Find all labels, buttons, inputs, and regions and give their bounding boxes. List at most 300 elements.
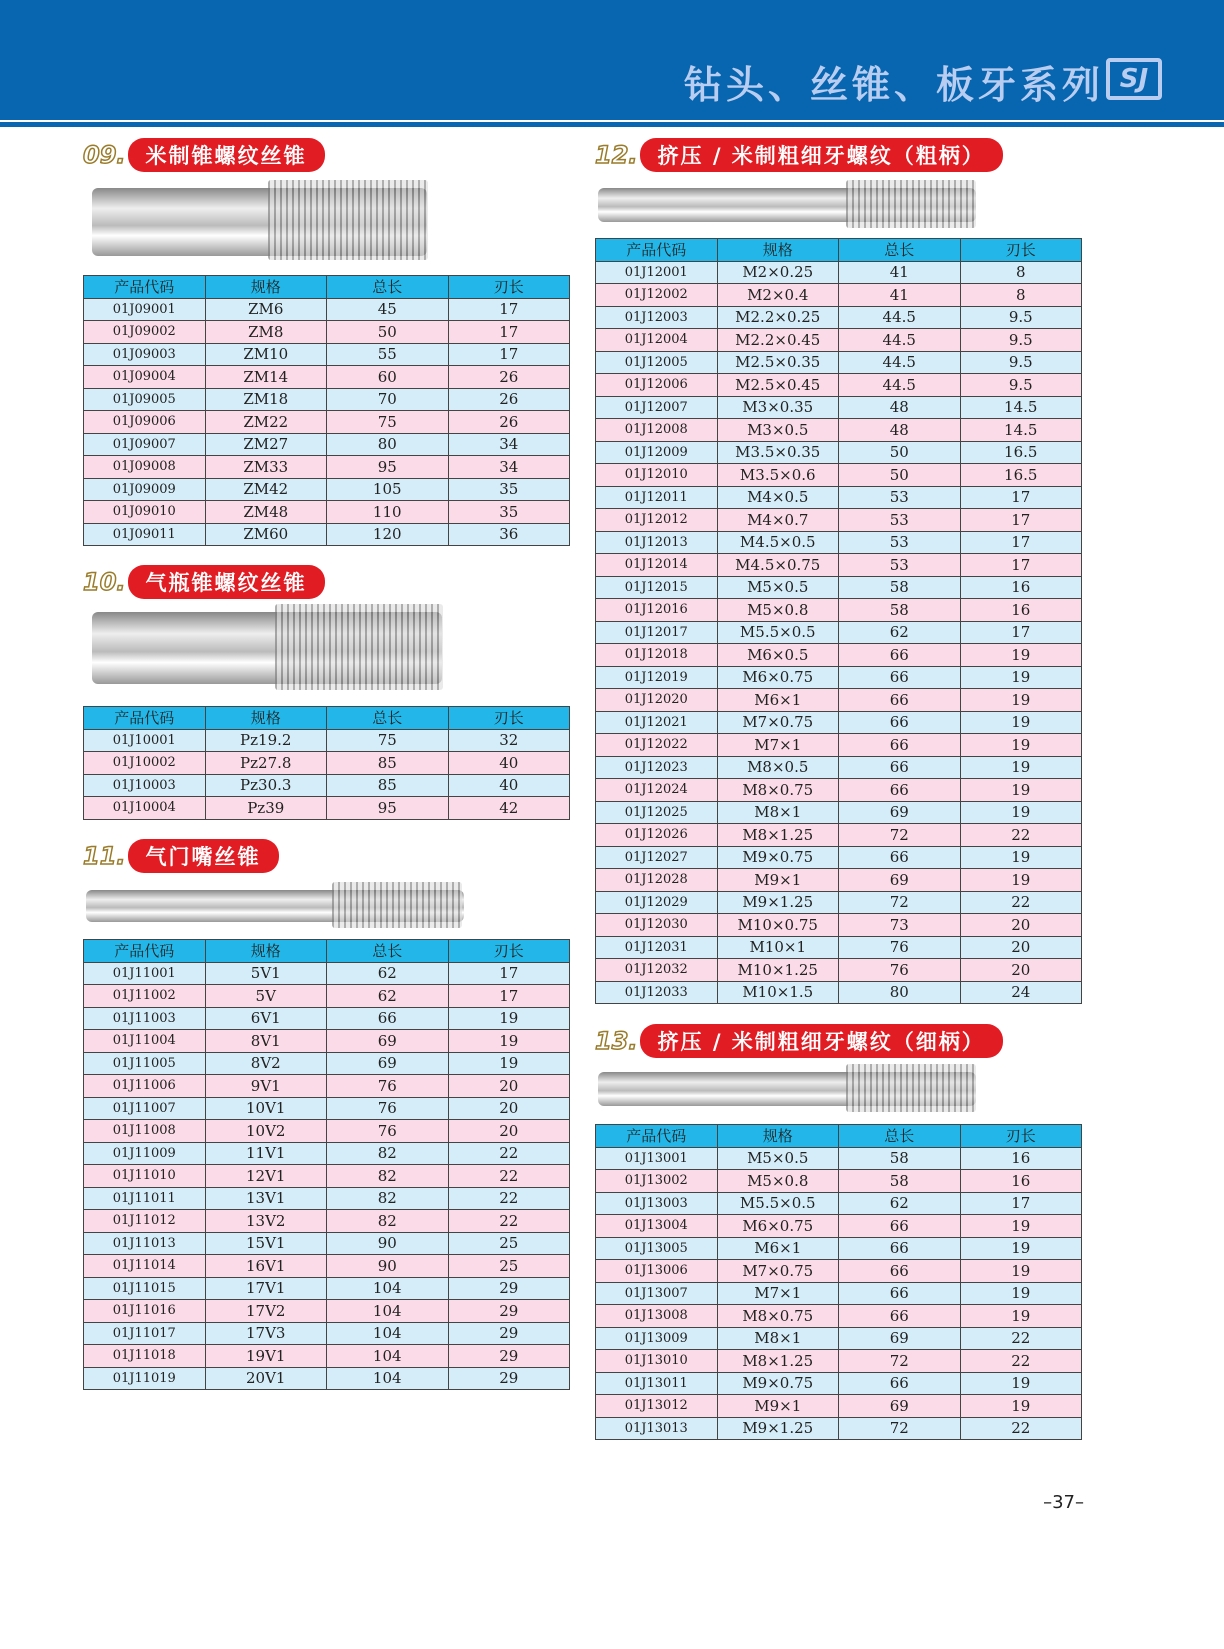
table-cell: 26 xyxy=(448,366,570,389)
table-cell: ZM22 xyxy=(205,411,327,434)
column-header: 刃长 xyxy=(960,1125,1082,1148)
table-cell: 01J13009 xyxy=(596,1327,718,1350)
section-number: 12. xyxy=(595,141,638,169)
table-row xyxy=(84,1345,570,1368)
table-row xyxy=(84,1052,570,1075)
table-cell: 19 xyxy=(448,1030,570,1053)
section-number: 13. xyxy=(595,1027,638,1055)
table-cell: 82 xyxy=(327,1165,449,1188)
table-cell: 82 xyxy=(327,1142,449,1165)
table-cell: M7×1 xyxy=(717,1282,839,1305)
table-cell: 80 xyxy=(839,981,961,1004)
table-cell: 17 xyxy=(960,486,1082,509)
table-row xyxy=(84,1097,570,1120)
table-cell: 01J13011 xyxy=(596,1372,718,1395)
table-row xyxy=(84,523,570,546)
table-row xyxy=(596,576,1082,599)
table-cell: 55 xyxy=(327,343,449,366)
table-cell: 16 xyxy=(960,576,1082,599)
table-cell: 20 xyxy=(448,1097,570,1120)
table-cell: 01J12027 xyxy=(596,846,718,869)
table-cell: 01J13008 xyxy=(596,1305,718,1328)
table-row xyxy=(84,1300,570,1323)
table-row xyxy=(596,779,1082,802)
table-cell: 01J12022 xyxy=(596,734,718,757)
table-header-row xyxy=(84,940,570,963)
column-header: 总长 xyxy=(327,707,449,730)
table-cell: 01J13010 xyxy=(596,1350,718,1373)
table-cell: 58 xyxy=(839,1147,961,1170)
table-cell: 01J12021 xyxy=(596,711,718,734)
table-cell: 01J12012 xyxy=(596,509,718,532)
table-cell: 72 xyxy=(839,891,961,914)
page-number: –37– xyxy=(1043,1492,1084,1513)
column-header: 规格 xyxy=(717,1125,839,1148)
table-cell: 76 xyxy=(327,1120,449,1143)
table-row xyxy=(596,464,1082,487)
table-cell: 120 xyxy=(327,523,449,546)
table-cell: 01J12031 xyxy=(596,936,718,959)
table-cell: 01J09008 xyxy=(84,456,206,479)
table-cell: M7×0.75 xyxy=(717,711,839,734)
table-cell: 60 xyxy=(327,366,449,389)
table-cell: 80 xyxy=(327,433,449,456)
table-cell: 9.5 xyxy=(960,351,1082,374)
table-cell: 19 xyxy=(960,1395,1082,1418)
table-cell: 66 xyxy=(327,1007,449,1030)
table-cell: 01J12005 xyxy=(596,351,718,374)
table-cell: 104 xyxy=(327,1367,449,1390)
table-row xyxy=(596,261,1082,284)
table-cell: 01J13007 xyxy=(596,1282,718,1305)
table-row xyxy=(596,689,1082,712)
table-cell: 25 xyxy=(448,1255,570,1278)
table-cell: 66 xyxy=(839,711,961,734)
table-row xyxy=(596,1372,1082,1395)
table-cell: M5×0.8 xyxy=(717,1170,839,1193)
table-cell: 01J09011 xyxy=(84,523,206,546)
table-row xyxy=(596,1215,1082,1238)
section-12-heading xyxy=(595,140,1003,170)
table-cell: M6×0.75 xyxy=(717,666,839,689)
table-cell: 66 xyxy=(839,734,961,757)
table-cell: ZM33 xyxy=(205,456,327,479)
table-cell: 22 xyxy=(448,1142,570,1165)
table-cell: M6×1 xyxy=(717,689,839,712)
column-header: 产品代码 xyxy=(84,940,206,963)
table-cell: 01J13003 xyxy=(596,1192,718,1215)
table-cell: 44.5 xyxy=(839,351,961,374)
table-row xyxy=(596,486,1082,509)
table-cell: M6×0.5 xyxy=(717,644,839,667)
table-cell: 82 xyxy=(327,1210,449,1233)
table-cell: ZM10 xyxy=(205,343,327,366)
table-cell: 20 xyxy=(960,936,1082,959)
section-title: 气门嘴丝锥 xyxy=(128,839,279,873)
table-cell: 26 xyxy=(448,388,570,411)
table-cell: 11V1 xyxy=(205,1142,327,1165)
table-row xyxy=(84,985,570,1008)
table-row xyxy=(596,509,1082,532)
table-cell: M8×0.75 xyxy=(717,779,839,802)
column-header: 总长 xyxy=(839,239,961,262)
table-cell: 13V1 xyxy=(205,1187,327,1210)
table-cell: 01J12004 xyxy=(596,329,718,352)
table-cell: ZM14 xyxy=(205,366,327,389)
table-cell: 104 xyxy=(327,1345,449,1368)
table-cell: 01J09004 xyxy=(84,366,206,389)
table-row xyxy=(596,374,1082,397)
table-cell: ZM42 xyxy=(205,478,327,501)
table-cell: 20 xyxy=(960,959,1082,982)
table-row xyxy=(84,433,570,456)
table-cell: M9×1.25 xyxy=(717,1417,839,1440)
table-cell: 01J12019 xyxy=(596,666,718,689)
table-cell: 19 xyxy=(960,689,1082,712)
section-title: 米制锥螺纹丝锥 xyxy=(128,138,325,172)
section-13-heading xyxy=(595,1026,1003,1056)
table-cell: Pz30.3 xyxy=(205,774,327,797)
table-row xyxy=(596,936,1082,959)
table-cell: 66 xyxy=(839,1260,961,1283)
column-header: 产品代码 xyxy=(84,707,206,730)
table-cell: M4×0.7 xyxy=(717,509,839,532)
spec-table-11 xyxy=(83,939,570,1390)
table-cell: 01J11011 xyxy=(84,1187,206,1210)
table-cell: 76 xyxy=(839,936,961,959)
table-cell: 66 xyxy=(839,1237,961,1260)
column-header: 总长 xyxy=(327,276,449,299)
column-header: 产品代码 xyxy=(596,1125,718,1148)
table-cell: 29 xyxy=(448,1322,570,1345)
table-row xyxy=(84,1142,570,1165)
table-cell: 01J12025 xyxy=(596,801,718,824)
table-cell: M3×0.35 xyxy=(717,396,839,419)
table-cell: 19 xyxy=(960,756,1082,779)
table-cell: 12V1 xyxy=(205,1165,327,1188)
table-cell: 20V1 xyxy=(205,1367,327,1390)
table-cell: 01J11010 xyxy=(84,1165,206,1188)
table-row xyxy=(84,752,570,775)
column-header: 产品代码 xyxy=(596,239,718,262)
table-row xyxy=(596,419,1082,442)
table-row xyxy=(84,366,570,389)
table-cell: 19 xyxy=(960,779,1082,802)
table-row xyxy=(596,734,1082,757)
table-cell: Pz27.8 xyxy=(205,752,327,775)
table-row xyxy=(84,1232,570,1255)
table-row xyxy=(84,411,570,434)
table-row xyxy=(596,1237,1082,1260)
table-cell: M10×1.5 xyxy=(717,981,839,1004)
table-cell: 01J12018 xyxy=(596,644,718,667)
table-cell: 01J13001 xyxy=(596,1147,718,1170)
table-cell: 85 xyxy=(327,752,449,775)
table-cell: 01J12007 xyxy=(596,396,718,419)
table-row xyxy=(84,962,570,985)
column-header: 产品代码 xyxy=(84,276,206,299)
table-row xyxy=(84,501,570,524)
table-cell: 22 xyxy=(448,1165,570,1188)
table-cell: 20 xyxy=(448,1120,570,1143)
table-cell: 19 xyxy=(960,1260,1082,1283)
table-row xyxy=(84,774,570,797)
table-cell: 41 xyxy=(839,261,961,284)
table-cell: ZM8 xyxy=(205,321,327,344)
column-header: 总长 xyxy=(327,940,449,963)
table-cell: M2.2×0.25 xyxy=(717,306,839,329)
table-cell: 62 xyxy=(327,962,449,985)
table-cell: 19 xyxy=(960,644,1082,667)
table-cell: M4.5×0.75 xyxy=(717,554,839,577)
table-cell: 16.5 xyxy=(960,441,1082,464)
table-cell: M2.5×0.35 xyxy=(717,351,839,374)
table-cell: 95 xyxy=(327,456,449,479)
table-cell: M3.5×0.35 xyxy=(717,441,839,464)
table-cell: 17 xyxy=(448,343,570,366)
table-cell: 01J11016 xyxy=(84,1300,206,1323)
table-row xyxy=(84,1007,570,1030)
table-cell: 01J12009 xyxy=(596,441,718,464)
table-cell: M5×0.5 xyxy=(717,1147,839,1170)
table-cell: 50 xyxy=(839,464,961,487)
table-cell: 01J13002 xyxy=(596,1170,718,1193)
table-cell: 66 xyxy=(839,689,961,712)
table-row xyxy=(596,1260,1082,1283)
table-cell: 01J11019 xyxy=(84,1367,206,1390)
table-row xyxy=(596,396,1082,419)
table-cell: 58 xyxy=(839,1170,961,1193)
spec-table-09 xyxy=(83,275,570,546)
table-cell: 19 xyxy=(960,869,1082,892)
table-cell: 01J13004 xyxy=(596,1215,718,1238)
table-cell: 69 xyxy=(327,1052,449,1075)
table-cell: 35 xyxy=(448,501,570,524)
table-row xyxy=(596,1395,1082,1418)
table-cell: 01J12023 xyxy=(596,756,718,779)
table-cell: 72 xyxy=(839,1417,961,1440)
table-cell: 01J10001 xyxy=(84,729,206,752)
table-cell: ZM6 xyxy=(205,298,327,321)
table-row xyxy=(596,1350,1082,1373)
table-cell: 69 xyxy=(839,869,961,892)
table-cell: 16 xyxy=(960,1147,1082,1170)
table-cell: 01J13012 xyxy=(596,1395,718,1418)
table-cell: M4×0.5 xyxy=(717,486,839,509)
table-cell: 42 xyxy=(448,797,570,820)
table-cell: 69 xyxy=(839,801,961,824)
spec-table-12 xyxy=(595,238,1082,1004)
table-cell: 16 xyxy=(960,1170,1082,1193)
table-cell: M9×1 xyxy=(717,869,839,892)
table-cell: 01J12017 xyxy=(596,621,718,644)
table-cell: 8V1 xyxy=(205,1030,327,1053)
table-cell: 29 xyxy=(448,1345,570,1368)
table-cell: 19 xyxy=(960,711,1082,734)
table-cell: 01J09002 xyxy=(84,321,206,344)
table-row xyxy=(596,1417,1082,1440)
table-row xyxy=(84,1075,570,1098)
table-row xyxy=(596,284,1082,307)
table-cell: 01J11007 xyxy=(84,1097,206,1120)
table-cell: 01J12026 xyxy=(596,824,718,847)
table-cell: M8×1.25 xyxy=(717,824,839,847)
table-row xyxy=(596,824,1082,847)
table-cell: 01J11001 xyxy=(84,962,206,985)
table-row xyxy=(84,729,570,752)
table-cell: 66 xyxy=(839,1215,961,1238)
table-cell: 01J11008 xyxy=(84,1120,206,1143)
table-header-row xyxy=(596,239,1082,262)
table-cell: 01J11015 xyxy=(84,1277,206,1300)
section-title: 挤压 / 米制粗细牙螺纹（粗柄） xyxy=(640,138,1003,172)
table-cell: 105 xyxy=(327,478,449,501)
table-cell: 17 xyxy=(448,962,570,985)
table-row xyxy=(596,1170,1082,1193)
table-cell: 01J12006 xyxy=(596,374,718,397)
table-cell: 66 xyxy=(839,644,961,667)
header-stripe xyxy=(0,122,1224,127)
table-cell: 19 xyxy=(960,1215,1082,1238)
table-cell: 50 xyxy=(327,321,449,344)
table-cell: 104 xyxy=(327,1300,449,1323)
table-cell: 19 xyxy=(448,1052,570,1075)
table-cell: 16 xyxy=(960,599,1082,622)
table-cell: M5×0.5 xyxy=(717,576,839,599)
table-cell: M5×0.8 xyxy=(717,599,839,622)
table-row xyxy=(84,343,570,366)
table-cell: 22 xyxy=(448,1210,570,1233)
table-cell: 82 xyxy=(327,1187,449,1210)
table-cell: 76 xyxy=(839,959,961,982)
table-cell: 45 xyxy=(327,298,449,321)
table-cell: M9×0.75 xyxy=(717,846,839,869)
column-header: 规格 xyxy=(717,239,839,262)
table-cell: 72 xyxy=(839,1350,961,1373)
table-cell: 9V1 xyxy=(205,1075,327,1098)
column-header: 刃长 xyxy=(448,940,570,963)
table-cell: 01J12024 xyxy=(596,779,718,802)
table-cell: 01J09005 xyxy=(84,388,206,411)
table-cell: 19 xyxy=(448,1007,570,1030)
table-header-row xyxy=(596,1125,1082,1148)
table-header-row xyxy=(84,707,570,730)
section-number: 09. xyxy=(83,141,126,169)
table-cell: ZM48 xyxy=(205,501,327,524)
table-cell: 36 xyxy=(448,523,570,546)
table-cell: 19V1 xyxy=(205,1345,327,1368)
column-header: 规格 xyxy=(205,940,327,963)
table-cell: M6×1 xyxy=(717,1237,839,1260)
table-cell: 20 xyxy=(960,914,1082,937)
table-cell: 01J12029 xyxy=(596,891,718,914)
table-row xyxy=(596,756,1082,779)
table-cell: 01J09006 xyxy=(84,411,206,434)
table-cell: 01J11013 xyxy=(84,1232,206,1255)
table-cell: ZM60 xyxy=(205,523,327,546)
table-row xyxy=(596,554,1082,577)
table-cell: 53 xyxy=(839,531,961,554)
brand-logo: SJ xyxy=(1106,58,1162,100)
table-cell: 40 xyxy=(448,774,570,797)
table-cell: M7×0.75 xyxy=(717,1260,839,1283)
table-cell: 29 xyxy=(448,1367,570,1390)
column-header: 规格 xyxy=(205,707,327,730)
table-row xyxy=(596,981,1082,1004)
table-cell: M8×0.5 xyxy=(717,756,839,779)
table-row xyxy=(596,329,1082,352)
table-cell: 48 xyxy=(839,396,961,419)
table-cell: 76 xyxy=(327,1097,449,1120)
table-cell: 8V2 xyxy=(205,1052,327,1075)
table-cell: 62 xyxy=(839,621,961,644)
table-row xyxy=(84,1255,570,1278)
table-cell: 75 xyxy=(327,411,449,434)
section-number: 10. xyxy=(83,568,126,596)
table-cell: 19 xyxy=(960,846,1082,869)
table-cell: 17 xyxy=(960,509,1082,532)
table-cell: 01J11012 xyxy=(84,1210,206,1233)
table-cell: 13V2 xyxy=(205,1210,327,1233)
table-cell: 22 xyxy=(960,824,1082,847)
spec-table-13 xyxy=(595,1124,1082,1440)
table-row xyxy=(84,1210,570,1233)
table-row xyxy=(84,797,570,820)
table-cell: 19 xyxy=(960,666,1082,689)
table-cell: 44.5 xyxy=(839,306,961,329)
table-cell: 01J11004 xyxy=(84,1030,206,1053)
table-cell: 19 xyxy=(960,1372,1082,1395)
table-cell: 6V1 xyxy=(205,1007,327,1030)
table-cell: 40 xyxy=(448,752,570,775)
table-cell: 29 xyxy=(448,1300,570,1323)
column-header: 刃长 xyxy=(960,239,1082,262)
table-cell: 35 xyxy=(448,478,570,501)
table-cell: 32 xyxy=(448,729,570,752)
table-cell: 29 xyxy=(448,1277,570,1300)
table-cell: 17 xyxy=(960,531,1082,554)
table-cell: 01J12028 xyxy=(596,869,718,892)
table-row xyxy=(596,531,1082,554)
table-cell: 19 xyxy=(960,1237,1082,1260)
table-cell: 66 xyxy=(839,846,961,869)
table-row xyxy=(84,1165,570,1188)
table-cell: 10V2 xyxy=(205,1120,327,1143)
table-cell: 19 xyxy=(960,1282,1082,1305)
table-cell: 22 xyxy=(960,1350,1082,1373)
table-cell: 62 xyxy=(327,985,449,1008)
table-cell: 01J10004 xyxy=(84,797,206,820)
table-row xyxy=(84,298,570,321)
table-row xyxy=(596,1327,1082,1350)
table-cell: 75 xyxy=(327,729,449,752)
table-cell: 01J12013 xyxy=(596,531,718,554)
section-title: 气瓶锥螺纹丝锥 xyxy=(128,565,325,599)
column-header: 刃长 xyxy=(448,707,570,730)
table-cell: 66 xyxy=(839,1305,961,1328)
table-row xyxy=(596,801,1082,824)
table-cell: M2×0.25 xyxy=(717,261,839,284)
table-cell: 25 xyxy=(448,1232,570,1255)
table-cell: 01J12001 xyxy=(596,261,718,284)
section-10-heading xyxy=(83,567,325,597)
table-row xyxy=(596,351,1082,374)
table-row xyxy=(596,644,1082,667)
table-row xyxy=(84,478,570,501)
table-cell: 58 xyxy=(839,576,961,599)
table-cell: 20 xyxy=(448,1075,570,1098)
table-cell: 90 xyxy=(327,1255,449,1278)
